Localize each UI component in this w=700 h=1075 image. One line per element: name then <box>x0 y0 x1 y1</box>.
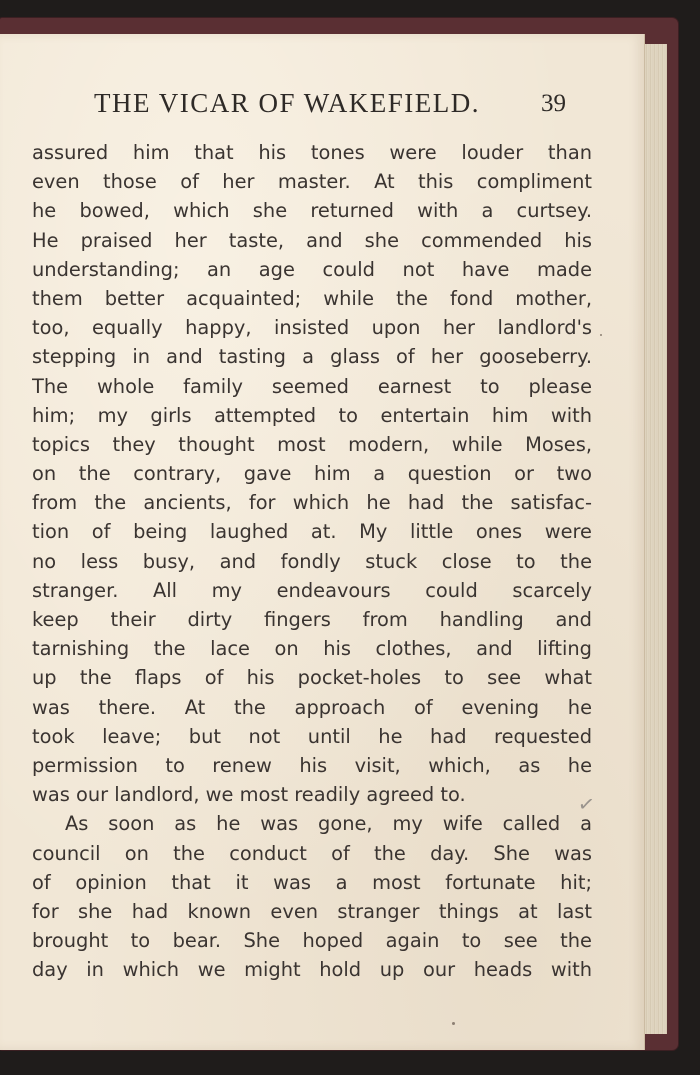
text-line: The whole family seemed earnest to please <box>32 374 592 398</box>
text-line: assured him that his tones were louder than <box>32 141 592 164</box>
text-line: took leave; but not until he had requested <box>32 724 592 748</box>
text-line: stepping in and tasting a glass of her gooseberry. <box>32 345 592 369</box>
text-line: keep their dirty fingers from handling and <box>32 608 592 631</box>
text-line: for she had known even stranger things at last <box>32 899 592 923</box>
text-line: from the ancients, for which he had the satisfac- <box>32 491 592 515</box>
text-line: stranger. All my endeavours could scarcely <box>32 578 592 602</box>
text-line: tarnishing the lace on his clothes, and lifting <box>32 637 592 661</box>
text-line: was our landlord, we most readily agreed to. <box>32 783 466 807</box>
text-line: too, equally happy, insisted upon her landlord's <box>32 316 592 340</box>
text-line: on the contrary, gave him a question or two <box>32 462 592 486</box>
running-title: THE VICAR OF WAKEFIELD. <box>94 88 481 118</box>
text-line: even those of her master. At this compliment <box>32 170 592 194</box>
text-line: no less busy, and fondly stuck close to the <box>32 549 592 573</box>
text-line: permission to renew his visit, which, as he <box>32 753 592 777</box>
book-page <box>0 34 645 1050</box>
text-line: up the flaps of his pocket-holes to see what <box>32 666 592 690</box>
text-line: As soon as he was gone, my wife called a <box>65 812 592 836</box>
text-line: he bowed, which she returned with a curtsey. <box>32 199 592 223</box>
text-line: day in which we might hold up our heads with <box>32 958 592 982</box>
text-line: tion of being laughed at. My little ones were <box>32 520 592 544</box>
running-head <box>0 88 644 128</box>
text-line: was there. At the approach of evening he <box>32 695 592 719</box>
pencil-check-mark: ✓ <box>576 790 597 818</box>
text-line: He praised her taste, and she commended his <box>32 228 592 252</box>
text-line: him; my girls attempted to entertain him with <box>32 403 592 427</box>
text-line: understanding; an age could not have made <box>32 257 592 281</box>
body-text <box>32 138 592 984</box>
text-line: them better acquainted; while the fond mother, <box>32 286 592 310</box>
text-line: council on the conduct of the day. She was <box>32 841 592 865</box>
text-line: topics they thought most modern, while Moses, <box>32 432 592 456</box>
text-line: of opinion that it was a most fortunate hit; <box>32 870 592 894</box>
paper-speck <box>600 334 602 336</box>
text-line: brought to bear. She hoped again to see the <box>32 929 592 953</box>
page-number: 39 <box>541 90 566 117</box>
paper-speck <box>452 1022 455 1025</box>
